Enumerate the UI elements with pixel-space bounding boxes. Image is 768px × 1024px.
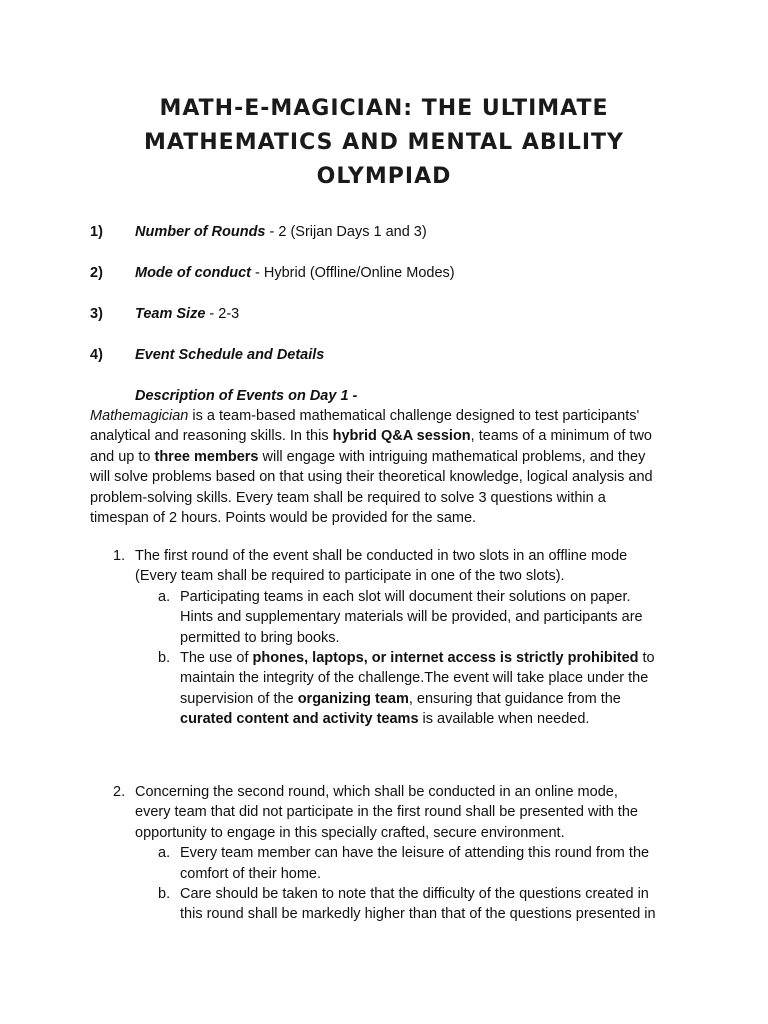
sublist-marker: b. [158,650,171,666]
round-2-subitem-a: a. Every team member can have the leisure of attending this round from the comfort of their home. [158,845,650,882]
detail-label: Team Size [135,306,206,322]
list-marker: 2. [113,784,126,800]
detail-value: - Hybrid (Offline/Online Modes) [251,265,455,281]
title-line-2: MATHEMATICS AND MENTAL ABILITY [144,130,624,155]
detail-number: 2) [90,265,103,281]
detail-number: 3) [90,306,103,322]
description-paragraph: Mathemagician is a team-based mathematical challenge designed to test participants' analytical and reasoning skills. In this hybrid Q&A session, teams of a minimum of two and up to three members will engage with intriguing mathematical problems, and they will solve problems based on that using their theoretical knowledge, logical analysis and problem-solving skills. Every team shall be required to solve 3 questions within a timespan of 2 hours. Points would be provided for the same. [90,408,653,527]
detail-value: - 2 (Srijan Days 1 and 3) [265,224,427,240]
detail-number: 4) [90,347,103,363]
detail-value: - 2-3 [205,306,240,322]
sublist-marker: a. [158,845,171,862]
document-page: MATH-E-MAGICIAN: THE ULTIMATE MATHEMATICS AND MENTAL ABILITY OLYMPIAD 1) Number of Rounds - 2 (Srijan Days 1 and 3) 2) Mode of conduct - Hybrid (Offline/Online Modes) 3) Team Size - 2-3 4) Event Schedule and Details Description of Events on Day 1 - Mathemagician is a team-based mathematical challenge designed to test participants' analytical and reasoning skills. In this hybrid Q&A session, teams of a minimum of two and up to three members will engage with intriguing mathematical problems, and they will solve problems based on that using their theoretical knowledge, logical analysis and problem-solving skills. Every team shall be required to solve 3 questions within a timespan of 2 hours. Points would be provided for the same. 1. The first round of the event shall be conducted in two slots in an offline mode (Every team shall be required to participate in one of the two slots). a. Participating teams in each slot will document their solutions on paper. Hints and supplementary materials will be provided, and participants are permitted to bring books. b. The use of phones, laptops, or internet access is strictly prohibited to maintain the integrity of the challenge.The event will take place under the supervision of the organizing team, ensuring that guidance from the curated content and activity teams is available when needed. 2. Concerning the second round, which shall be conducted in an online mode, every team that did not participate in the first round shall be presented with the opportunity to engage in this specially crafted, secure environment. a. Every team member can have the leisure of attending this round from the comfort of their home. b. Care should be taken to note that the difficulty of the questions created in this round shall be markedly higher than that of the questions presented in [0,0,768,1024]
round-1-subitem-a: a. Participating teams in each slot will document their solutions on paper. Hints and supplementary materials will be provided, and participants are permitted to bring books. [158,588,643,646]
list-marker: 1. [113,548,126,564]
title-line-1: MATH-E-MAGICIAN: THE ULTIMATE [159,96,609,121]
round-1-subitem-b: b. The use of phones, laptops, or internet access is strictly prohibited to maintain the integrity of the challenge.The event will take place under the supervision of the organizing team, ensuring that guidance from the curated content and activity teams is available when needed. [158,650,655,728]
detail-label: Number of Rounds [135,224,266,240]
sublist-marker: b. [158,886,171,903]
document-title [0,92,768,194]
sublist-marker: a. [158,588,171,605]
detail-label: Event Schedule and Details [135,347,325,363]
round-2-subitem-b: b. Care should be taken to note that the difficulty of the questions created in this round shall be markedly higher than that of the questions presented in [158,886,656,923]
title-line-3: OLYMPIAD [316,164,452,189]
description-heading: Description of Events on Day 1 - [135,388,358,404]
event-name: Mathemagician [90,408,189,424]
detail-number: 1) [90,224,103,240]
detail-label: Mode of conduct [135,265,251,281]
